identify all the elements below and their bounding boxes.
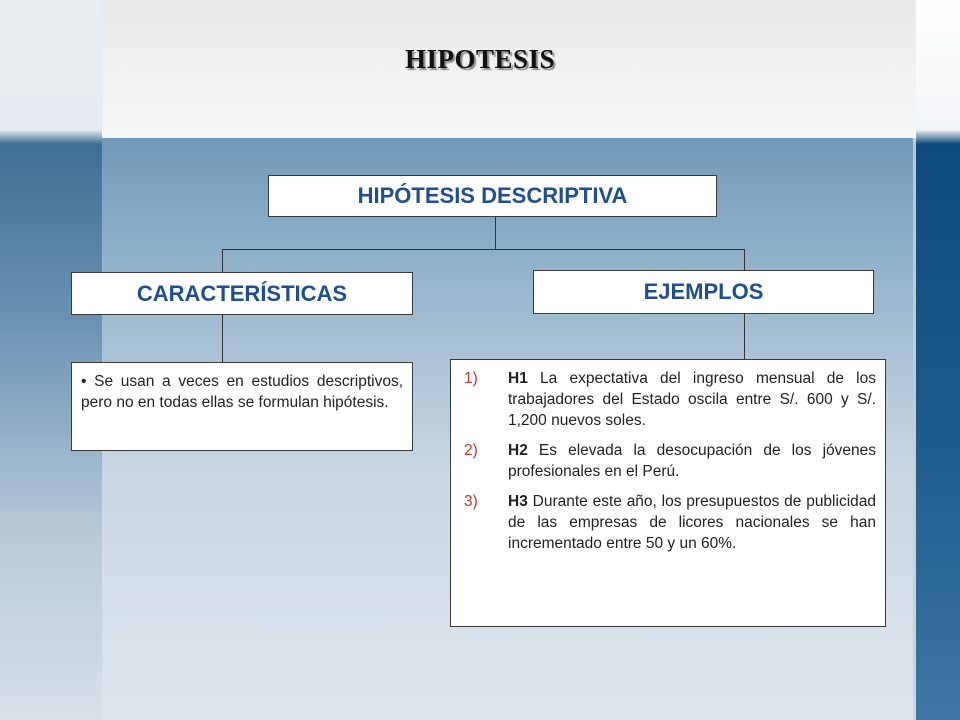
connector-left-down (222, 249, 223, 272)
background-right-band (916, 0, 960, 720)
example-body: La expectativa del ingreso mensual de los trabajadores del Estado oscila entre S/. 600 y S/. 1,200 nuevos soles. (508, 370, 876, 429)
node-caracteristicas: CARACTERÍSTICAS (71, 272, 413, 315)
background-left-band (0, 0, 102, 720)
characteristics-text: Se usan a veces en estudios descriptivos, pero no en todas ellas se formulan hipótesis. (81, 373, 403, 411)
connector-root-down (495, 217, 496, 250)
example-item (464, 440, 876, 482)
example-label: H3 (508, 493, 528, 510)
example-number: 2) (464, 442, 478, 459)
example-body: Durante este año, los presupuestos de publicidad de las empresas de licores nacionales se han incrementado entre 50 y un 60%. (508, 493, 876, 552)
bullet: • (81, 373, 87, 390)
example-label: H1 (508, 370, 528, 387)
root-node-hipotesis-descriptiva: HIPÓTESIS DESCRIPTIVA (268, 175, 717, 217)
example-number: 3) (464, 493, 478, 510)
connector-horizontal (222, 249, 745, 250)
example-text (508, 491, 876, 554)
connector-characteristics-down (222, 315, 223, 362)
characteristics-detail-box (71, 362, 413, 451)
example-text (508, 368, 876, 431)
example-text (508, 440, 876, 482)
connector-examples-down (744, 314, 745, 359)
examples-detail-box (450, 359, 886, 627)
example-item (464, 368, 876, 431)
slide-title: HIPOTESIS (404, 44, 556, 74)
example-body: Es elevada la desocupación de los jóvenes profesionales en el Perú. (508, 442, 876, 480)
node-ejemplos: EJEMPLOS (533, 270, 874, 314)
example-item (464, 491, 876, 554)
connector-right-down (744, 249, 745, 270)
example-label: H2 (508, 442, 528, 459)
example-number: 1) (464, 370, 478, 387)
